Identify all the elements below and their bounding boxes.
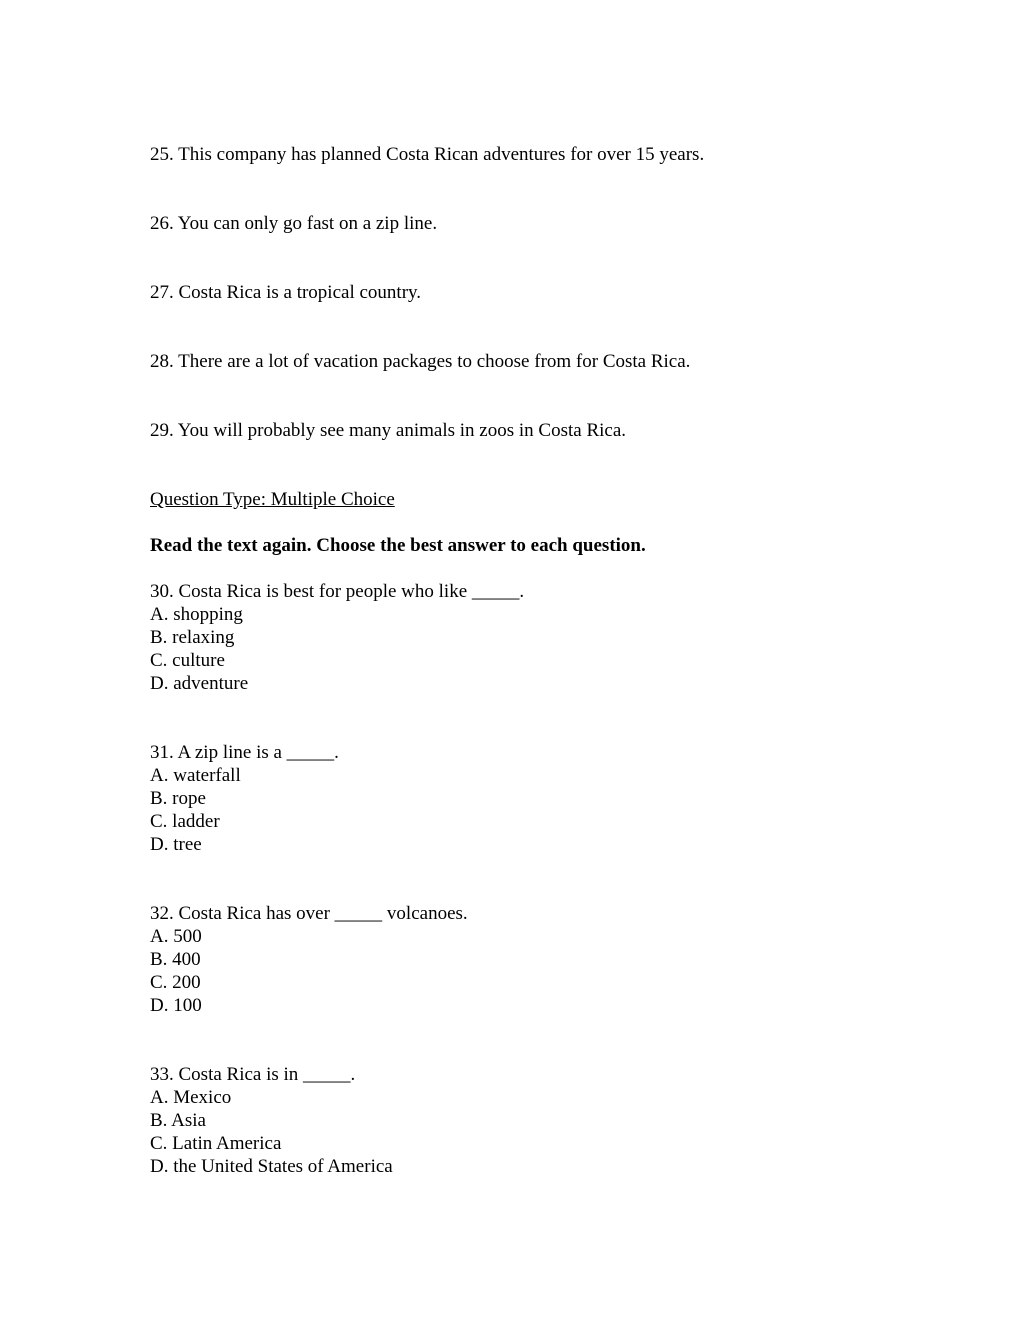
question-stem: 30. Costa Rica is best for people who like _____.: [150, 581, 525, 602]
statement-28: 28. There are a lot of vacation packages to choose from for Costa Rica.: [150, 351, 691, 372]
question-30: [150, 580, 524, 695]
answer-option: C. culture: [150, 650, 225, 671]
answer-option: A. Mexico: [150, 1087, 232, 1108]
question-stem: 33. Costa Rica is in _____.: [150, 1064, 356, 1085]
answer-option: D. 100: [150, 995, 202, 1016]
question-31: [150, 741, 339, 856]
answer-option: C. Latin America: [150, 1133, 282, 1154]
answer-option: D. tree: [150, 834, 202, 855]
section-heading: Question Type: Multiple Choice: [150, 489, 395, 510]
statement-29: 29. You will probably see many animals in zoos in Costa Rica.: [150, 420, 627, 441]
question-stem: 32. Costa Rica has over _____ volcanoes.: [150, 903, 468, 924]
statement-26: 26. You can only go fast on a zip line.: [150, 213, 438, 234]
question-33: [150, 1063, 393, 1178]
answer-option: A. waterfall: [150, 765, 241, 786]
answer-option: C. ladder: [150, 811, 220, 832]
statement-25: 25. This company has planned Costa Rican adventures for over 15 years.: [150, 144, 705, 165]
question-32: [150, 902, 468, 1017]
answer-option: B. relaxing: [150, 627, 235, 648]
answer-option: B. Asia: [150, 1110, 206, 1131]
question-stem: 31. A zip line is a _____.: [150, 742, 339, 763]
answer-option: A. 500: [150, 926, 202, 947]
answer-option: C. 200: [150, 972, 201, 993]
statement-27: 27. Costa Rica is a tropical country.: [150, 282, 422, 303]
answer-option: B. rope: [150, 788, 206, 809]
answer-option: A. shopping: [150, 604, 243, 625]
answer-option: D. adventure: [150, 673, 249, 694]
section-instruction: Read the text again. Choose the best answer to each question.: [150, 535, 646, 556]
answer-option: D. the United States of America: [150, 1156, 393, 1177]
answer-option: B. 400: [150, 949, 201, 970]
